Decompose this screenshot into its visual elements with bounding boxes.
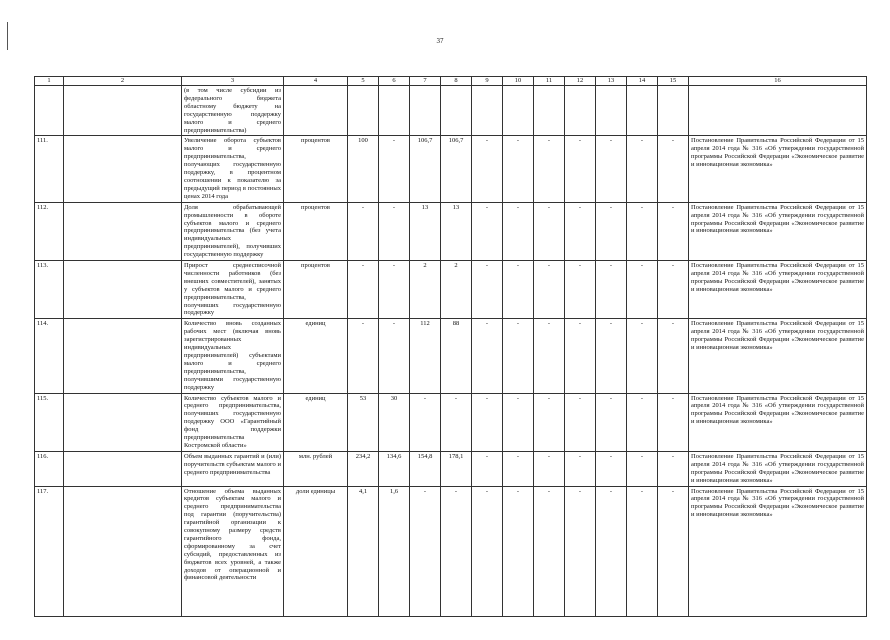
legal-source: Постановление Правительства Российской Федерации от 15 апреля 2014 года № 316 «Об утверждении государственной программы Российской Федерации «Экономическое развитие и инновационная экономика» <box>689 393 867 451</box>
value-cell: - <box>534 393 565 451</box>
indicators-table <box>34 76 867 617</box>
page-number: 37 <box>436 37 444 45</box>
legal-source: Постановление Правительства Российской Федерации от 15 апреля 2014 года № 316 «Об утверждении государственной программы Российской Федерации «Экономическое развитие и инновационная экономика» <box>689 451 867 486</box>
value-cell: - <box>565 393 596 451</box>
indicator-name: Количество субъектов малого и среднего предпринимательства, получивших государственную поддержку ООО «Гарантийный фонд поддержки предпринимательства Костромской области» <box>182 393 284 451</box>
row-number: 116. <box>35 451 64 486</box>
value-cell: - <box>503 261 534 319</box>
row-number: 112. <box>35 202 64 260</box>
value-cell: - <box>472 136 503 202</box>
empty-cell <box>596 86 627 136</box>
column-number: 6 <box>379 77 410 86</box>
row-number: 115. <box>35 393 64 451</box>
value-cell: 106,7 <box>410 136 441 202</box>
unit: процентов <box>284 261 348 319</box>
value-cell: 13 <box>441 202 472 260</box>
value-cell: 2 <box>410 261 441 319</box>
empty-cell <box>284 86 348 136</box>
column-number-row <box>35 77 867 86</box>
empty-cell <box>348 86 379 136</box>
value-cell: - <box>379 261 410 319</box>
column-number: 11 <box>534 77 565 86</box>
indicator-name: Объем выданных гарантий и (или) поручительств субъектам малого и среднего предпринимательства <box>182 451 284 486</box>
empty-cell <box>503 86 534 136</box>
column-number: 9 <box>472 77 503 86</box>
value-cell: 88 <box>441 319 472 393</box>
unit: млн. рублей <box>284 451 348 486</box>
table-row <box>35 486 867 616</box>
empty-cell <box>658 86 689 136</box>
value-cell: - <box>503 136 534 202</box>
value-cell: - <box>627 261 658 319</box>
scan-edge-mark <box>7 22 8 50</box>
value-cell: - <box>658 136 689 202</box>
indicator-name: Отношение объема выданных кредитов субъектам малого и среднего предпринимательства под гарантии (поручительства) гарантийной организации к совокупному размеру средств гарантийного фонда, сформированному за счет субсидий, предоставленных из бюджетов всех уровней, а также доходов от операционной и финансовой деятельности <box>182 486 284 616</box>
value-cell: - <box>565 319 596 393</box>
legal-source: Постановление Правительства Российской Федерации от 15 апреля 2014 года № 316 «Об утверждении государственной программы Российской Федерации «Экономическое развитие и инновационная экономика» <box>689 136 867 202</box>
unit: процентов <box>284 136 348 202</box>
empty-cell <box>64 451 182 486</box>
value-cell: - <box>472 486 503 616</box>
value-cell: - <box>410 486 441 616</box>
value-cell: - <box>534 136 565 202</box>
value-cell: - <box>627 486 658 616</box>
value-cell: - <box>472 319 503 393</box>
value-cell: - <box>627 202 658 260</box>
column-number: 8 <box>441 77 472 86</box>
value-cell: - <box>627 393 658 451</box>
unit: процентов <box>284 202 348 260</box>
column-number: 3 <box>182 77 284 86</box>
value-cell: - <box>348 319 379 393</box>
column-number: 2 <box>64 77 182 86</box>
empty-cell <box>534 86 565 136</box>
table-row <box>35 202 867 260</box>
row-number: 111. <box>35 136 64 202</box>
value-cell: - <box>565 451 596 486</box>
value-cell: - <box>658 261 689 319</box>
table-row <box>35 393 867 451</box>
unit: единиц <box>284 393 348 451</box>
value-cell: 13 <box>410 202 441 260</box>
value-cell: - <box>534 486 565 616</box>
empty-cell <box>64 86 182 136</box>
value-cell: - <box>658 202 689 260</box>
column-number: 10 <box>503 77 534 86</box>
indicator-name: Увеличение оборота субъектов малого и среднего предпринимательства, получающих государственную поддержку, в процентном соотношении к показателю за предыдущий период в постоянных ценах 2014 года <box>182 136 284 202</box>
empty-cell <box>64 393 182 451</box>
value-cell: - <box>658 393 689 451</box>
row-number: 113. <box>35 261 64 319</box>
value-cell: - <box>472 393 503 451</box>
empty-cell <box>64 319 182 393</box>
empty-cell <box>441 86 472 136</box>
indicator-name: Доля обрабатывающей промышленности в обороте субъектов малого и среднего предпринимательства (без учета индивидуальных предпринимателей), получивших государственную поддержку <box>182 202 284 260</box>
column-number: 1 <box>35 77 64 86</box>
empty-cell <box>689 86 867 136</box>
column-number: 15 <box>658 77 689 86</box>
value-cell: 154,8 <box>410 451 441 486</box>
value-cell: - <box>379 202 410 260</box>
value-cell: - <box>503 319 534 393</box>
empty-cell <box>64 261 182 319</box>
value-cell: - <box>348 202 379 260</box>
value-cell: - <box>503 202 534 260</box>
value-cell: - <box>596 261 627 319</box>
value-cell: 112 <box>410 319 441 393</box>
value-cell: - <box>565 136 596 202</box>
indicator-name: Прирост среднесписочной численности работников (без внешних совместителей), занятых у субъектов малого и среднего предпринимательства, получивших государственную поддержку <box>182 261 284 319</box>
value-cell: 178,1 <box>441 451 472 486</box>
unit: доли единицы <box>284 486 348 616</box>
empty-cell <box>64 136 182 202</box>
value-cell: - <box>379 319 410 393</box>
value-cell: - <box>472 202 503 260</box>
legal-source: Постановление Правительства Российской Федерации от 15 апреля 2014 года № 316 «Об утверждении государственной программы Российской Федерации «Экономическое развитие и инновационная экономика» <box>689 261 867 319</box>
unit: единиц <box>284 319 348 393</box>
table-row <box>35 319 867 393</box>
value-cell: 106,7 <box>441 136 472 202</box>
value-cell: - <box>472 451 503 486</box>
table-row <box>35 136 867 202</box>
value-cell: - <box>534 261 565 319</box>
continuation-text: (в том числе субсидии из федерального бюджета областному бюджету на государственную поддержку малого и среднего предпринимательства) <box>182 86 284 136</box>
empty-cell <box>627 86 658 136</box>
value-cell: - <box>565 202 596 260</box>
value-cell: - <box>596 319 627 393</box>
column-number: 4 <box>284 77 348 86</box>
value-cell: - <box>658 486 689 616</box>
indicator-name: Количество вновь созданных рабочих мест (включая вновь зарегистрированных индивидуальных предпринимателей) субъектами малого и среднего предпринимательства, получившими государственную поддержку <box>182 319 284 393</box>
table-row <box>35 451 867 486</box>
value-cell: - <box>534 451 565 486</box>
table-row <box>35 261 867 319</box>
value-cell: 2 <box>441 261 472 319</box>
value-cell: - <box>565 261 596 319</box>
value-cell: - <box>472 261 503 319</box>
empty-cell <box>379 86 410 136</box>
value-cell: - <box>565 486 596 616</box>
value-cell: - <box>596 202 627 260</box>
value-cell: - <box>379 136 410 202</box>
value-cell: - <box>596 486 627 616</box>
value-cell: - <box>658 451 689 486</box>
value-cell: - <box>503 486 534 616</box>
row-number: 117. <box>35 486 64 616</box>
value-cell: - <box>596 393 627 451</box>
value-cell: - <box>627 136 658 202</box>
legal-source: Постановление Правительства Российской Федерации от 15 апреля 2014 года № 316 «Об утверждении государственной программы Российской Федерации «Экономическое развитие и инновационная экономика» <box>689 319 867 393</box>
value-cell: 234,2 <box>348 451 379 486</box>
value-cell: 100 <box>348 136 379 202</box>
empty-cell <box>410 86 441 136</box>
empty-cell <box>35 86 64 136</box>
column-number: 13 <box>596 77 627 86</box>
value-cell: - <box>348 261 379 319</box>
empty-cell <box>472 86 503 136</box>
column-number: 12 <box>565 77 596 86</box>
value-cell: - <box>503 393 534 451</box>
empty-cell <box>64 202 182 260</box>
value-cell: - <box>627 451 658 486</box>
value-cell: 53 <box>348 393 379 451</box>
legal-source: Постановление Правительства Российской Федерации от 15 апреля 2014 года № 316 «Об утверждении государственной программы Российской Федерации «Экономическое развитие и инновационная экономика» <box>689 202 867 260</box>
value-cell: 1,6 <box>379 486 410 616</box>
column-number: 16 <box>689 77 867 86</box>
value-cell: 134,6 <box>379 451 410 486</box>
value-cell: - <box>503 451 534 486</box>
value-cell: - <box>534 319 565 393</box>
empty-cell <box>565 86 596 136</box>
value-cell: - <box>596 451 627 486</box>
column-number: 14 <box>627 77 658 86</box>
value-cell: 30 <box>379 393 410 451</box>
value-cell: - <box>627 319 658 393</box>
value-cell: - <box>441 393 472 451</box>
value-cell: 4,1 <box>348 486 379 616</box>
column-number: 7 <box>410 77 441 86</box>
legal-source: Постановление Правительства Российской Федерации от 15 апреля 2014 года № 316 «Об утверждении государственной программы Российской Федерации «Экономическое развитие и инновационная экономика» <box>689 486 867 616</box>
value-cell: - <box>534 202 565 260</box>
continuation-row <box>35 86 867 136</box>
value-cell: - <box>658 319 689 393</box>
row-number: 114. <box>35 319 64 393</box>
column-number: 5 <box>348 77 379 86</box>
empty-cell <box>64 486 182 616</box>
value-cell: - <box>441 486 472 616</box>
value-cell: - <box>596 136 627 202</box>
value-cell: - <box>410 393 441 451</box>
